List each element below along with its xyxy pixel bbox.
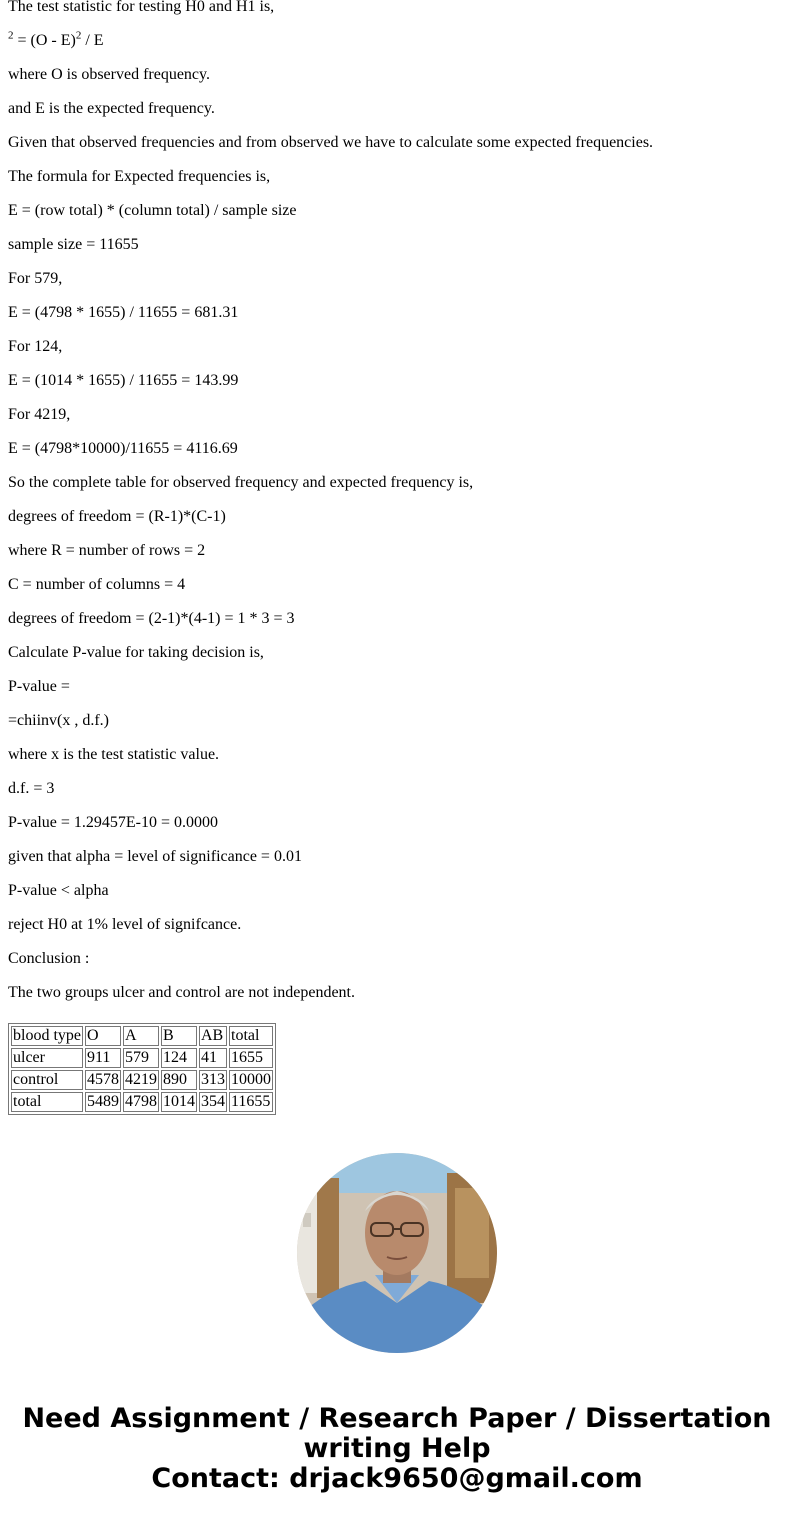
text-line: For 579, [8,270,63,287]
frequency-table [8,1023,276,1115]
author-avatar [297,1153,497,1353]
text-line: E = (4798*10000)/11655 = 4116.69 [8,440,238,457]
promo-contact: Contact: drjack9650@gmail.com [151,1463,643,1494]
table-cell: 124 [161,1048,197,1068]
text-line: sample size = 11655 [8,236,139,253]
table-cell: 10000 [231,1071,271,1088]
formula-part: = (O - E) [13,32,76,49]
table-cell: ulcer [11,1048,83,1068]
table-row [11,1048,273,1068]
table-cell: 313 [201,1071,225,1088]
chi-square-formula [8,24,786,58]
text-line: P-value = [8,678,70,695]
text-line: degrees of freedom = (2-1)*(4-1) = 1 * 3 = 3 [8,610,295,627]
text-line: For 124, [8,338,63,355]
solution-text [8,0,786,1010]
text-line: Calculate P-value for taking decision is, [8,644,264,661]
table-cell: 354 [201,1093,225,1110]
table-cell: 4219 [125,1071,157,1088]
text-line: where O is observed frequency. [8,66,210,83]
text-line: Conclusion : [8,950,90,967]
formula-superscript: 2 [75,29,82,42]
table-cell: AB [199,1026,227,1046]
text-line: and E is the expected frequency. [8,100,215,117]
text-line: So the complete table for observed frequency and expected frequency is, [8,474,474,491]
table-cell: 1014 [163,1093,195,1110]
text-line: d.f. = 3 [8,780,55,797]
text-line: given that alpha = level of significance = 0.01 [8,848,302,865]
text-line: P-value = 1.29457E-10 = 0.0000 [8,814,219,831]
text-line: The two groups ulcer and control are not independent. [8,984,355,1001]
table-cell: B [161,1026,197,1046]
table-cell: control [11,1070,83,1090]
table-cell: 11655 [229,1092,273,1112]
text-line: The formula for Expected frequencies is, [8,168,271,185]
table-row [11,1070,273,1090]
text-line: P-value < alpha [8,882,109,899]
table-cell: 1655 [229,1048,273,1068]
text-line: Given that observed frequencies and from observed we have to calculate some expected frequencies. [8,134,654,151]
promo-banner [0,1404,794,1494]
table-header-row [11,1026,273,1046]
text-line: where x is the test statistic value. [8,746,220,763]
text-line: =chiinv(x , d.f.) [8,712,109,729]
table-cell: 4798 [125,1093,157,1110]
portrait-illustration [297,1153,497,1353]
formula-part: / E [81,32,104,49]
table-cell: 41 [199,1048,227,1068]
text-line: For 4219, [8,406,71,423]
table-cell: A [123,1026,159,1046]
table-cell: blood type [13,1027,81,1044]
promo-line: Need Assignment / Research Paper / Dissertation [22,1403,772,1434]
formula-superscript: 2 [8,29,14,42]
table-row [11,1092,273,1112]
text-line: E = (1014 * 1655) / 11655 = 143.99 [8,372,239,389]
table-cell: 579 [123,1048,159,1068]
table-cell: 5489 [87,1093,119,1110]
promo-line: writing Help [303,1433,491,1464]
table-cell: 890 [161,1070,197,1090]
text-line: reject H0 at 1% level of signifcance. [8,916,242,933]
text-line: degrees of freedom = (R-1)*(C-1) [8,508,226,525]
text-line: E = (4798 * 1655) / 11655 = 681.31 [8,304,239,321]
text-line: The test statistic for testing H0 and H1 is, [8,0,275,15]
table-cell: total [11,1092,83,1112]
table-cell: 911 [85,1048,121,1068]
table-cell: total [229,1026,273,1046]
text-line: E = (row total) * (column total) / sample size [8,202,297,219]
table-cell: O [85,1026,121,1046]
text-line: where R = number of rows = 2 [8,542,206,559]
table-cell: 4578 [87,1071,119,1088]
text-line: C = number of columns = 4 [8,576,186,593]
